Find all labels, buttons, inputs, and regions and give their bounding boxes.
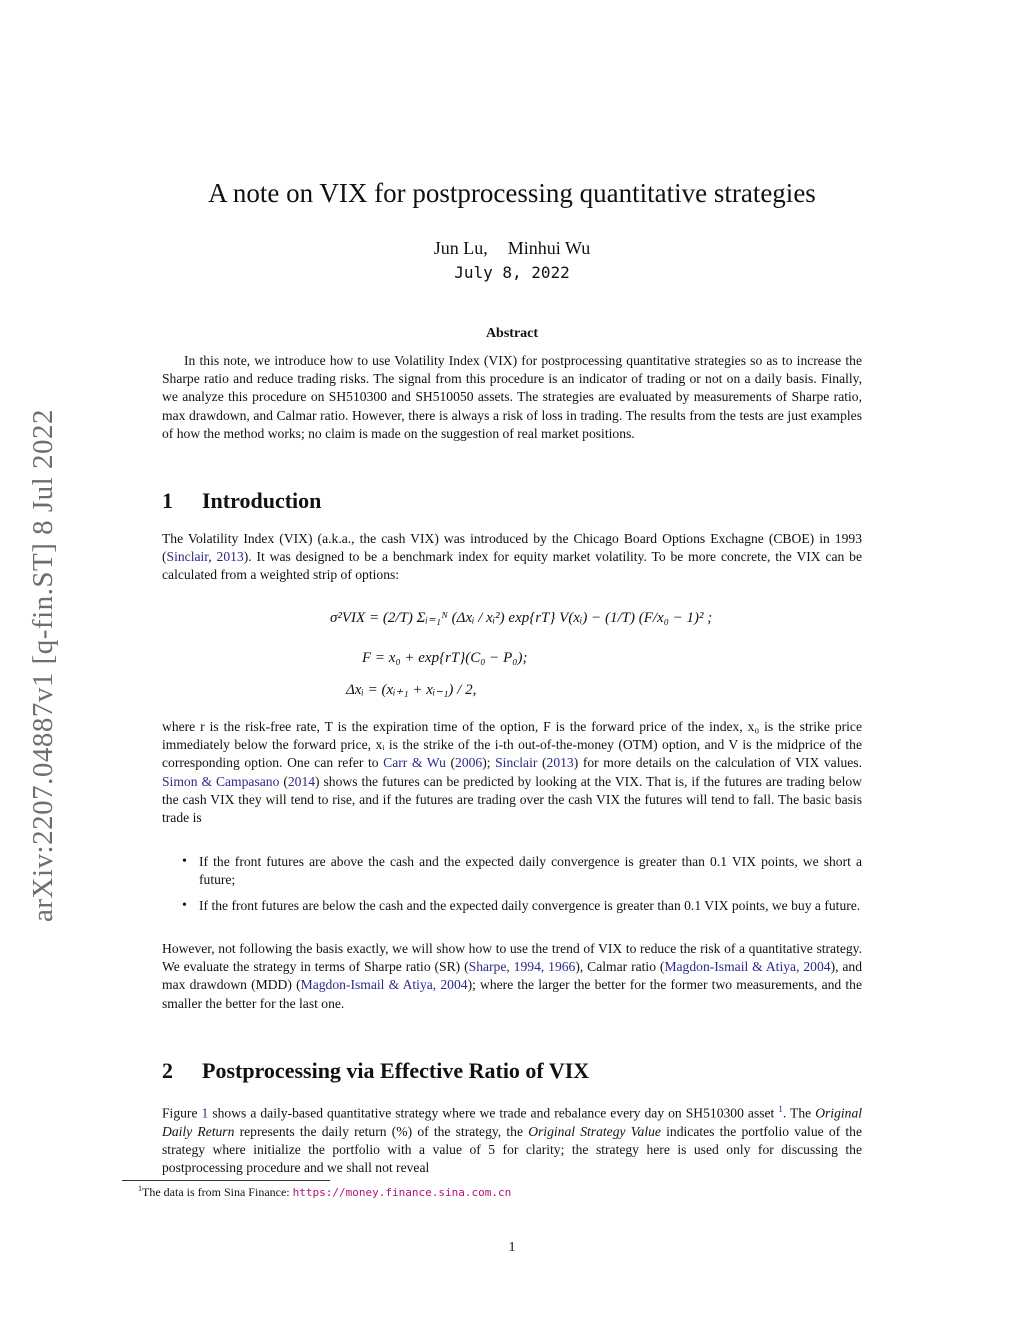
text-run: . The (782, 1105, 816, 1121)
text-run: for more details on the calculation of VIX values. (578, 755, 862, 771)
section-1-number: 1 (162, 488, 173, 513)
basis-trade-list (162, 853, 862, 924)
footnote-divider (122, 1180, 330, 1181)
text-run: However, not following the basis exactly, we will show how to use the trend of VIX to reduce the risk of a quantitative strategy. We evaluate the strategy in terms of Sharpe ratio (SR) ( (162, 941, 862, 975)
section-1-paragraph-2: where r is the risk-free rate, T is the expiration time of the option, F is the forward price of the index, x₀ is the strike price immediately below the forward price, xᵢ is the strike of the i-th out-of-the-money (OTM) option, and V is the midprice of the corresponding option. One can refer to Carr & Wu (2006); Sinclair (2013) for more details on the calculation of VIX values. Simon & Campasano (2014) shows the futures can be predicted by looking at the VIX. That is, if the futures are trading below the cash VIX they will tend to rise, and if the futures are trading over the cash VIX the futures will tend to fall. The basic basis trade is (162, 719, 862, 826)
section-2-number: 2 (162, 1058, 173, 1083)
citation-link[interactable]: 2013 (546, 755, 574, 771)
emphasis: Original Strategy Value (528, 1123, 661, 1139)
footnote (138, 1184, 511, 1200)
text-run: indicates the portfolio value of the strategy where initialize the portfolio with a value of 5 for clarity; the strategy here is used only for discussing the postprocessing procedure and we shall not reveal (162, 1123, 862, 1176)
vix-formula (330, 600, 730, 710)
footnote-mark: 1 (138, 1184, 142, 1193)
section-1-paragraph-1 (162, 530, 862, 585)
citation-link[interactable]: Sinclair (495, 755, 538, 771)
author-2: Minhui Wu (507, 238, 591, 258)
abstract-heading: Abstract (485, 326, 539, 341)
citation-link[interactable]: Simon & Campasano (162, 773, 280, 789)
text-run: shows a daily-based quantitative strategy where we trade and rebalance every day on SH510300 asset (208, 1105, 779, 1121)
list-item: • If the front futures are above the cash and the expected daily convergence is greater than 0.1 VIX points, we short a future; (162, 853, 862, 889)
section-1-paragraph-3 (162, 940, 862, 1013)
text-run: ), and max drawdown (MDD) ( (162, 959, 863, 993)
figure-link[interactable]: 1 (201, 1105, 209, 1121)
citation-link[interactable]: 2014 (287, 773, 316, 789)
text-run: ), Calmar ratio ( (575, 959, 665, 975)
text-run: The Volatility Index (VIX) (a.k.a., the cash VIX) was introduced by the Chicago Board Options Exchagne (CBOE) in 1993 ( (162, 531, 862, 565)
section-1-title: Introduction (202, 488, 322, 513)
section-2-title: Postprocessing via Effective Ratio of VIX (202, 1058, 590, 1083)
text-run: shows the futures can be predicted by looking at the VIX. That is, if the futures are trading below the cash VIX they will tend to rise, and if the futures are trading over the cash VIX the futures will tend to fall. The basic basis trade is (162, 773, 862, 826)
section-2-heading (162, 1058, 589, 1084)
citation-link[interactable]: Carr & Wu (383, 755, 446, 771)
section-2-paragraph-1 (162, 1100, 862, 1177)
emphasis: Original Daily Return (162, 1105, 863, 1139)
footnote-link[interactable]: 1 (778, 1104, 783, 1114)
text-run: ); where the larger the better for the former two measurements, and the smaller the better for the last one. (162, 977, 862, 1011)
footnote-url-link[interactable]: https://money.finance.sina.com.cn (292, 1186, 512, 1199)
author-1: Jun Lu, (433, 238, 488, 258)
text-run: , (208, 549, 217, 565)
citation-link[interactable]: Sinclair (166, 549, 209, 565)
citation-link[interactable]: Magdon-Ismail & Atiya, 2004 (300, 977, 468, 993)
footnote-text: The data is from Sina Finance: (142, 1185, 293, 1199)
page-number: 1 (508, 1240, 516, 1255)
citation-link[interactable]: Magdon-Ismail & Atiya, 2004 (664, 959, 831, 975)
formula-line-2: F = x₀ + exp{rT}(C₀ − P₀); (362, 650, 528, 666)
paper-date: July 8, 2022 (454, 263, 570, 282)
text-run: represents the daily return (%) of the strategy, the (234, 1123, 529, 1139)
list-item: • If the front futures are below the cash and the expected daily convergence is greater than 0.1 VIX points, we buy a future. (162, 897, 862, 915)
paper-title: A note on VIX for postprocessing quantitative strategies (208, 178, 816, 208)
author-list (0, 238, 1024, 259)
arxiv-stamp (18, 370, 68, 960)
formula-line-3: Δxᵢ = (xᵢ₊₁ + xᵢ₋₁) / 2, (346, 682, 477, 698)
abstract-text: In this note, we introduce how to use Volatility Index (VIX) for postprocessing quantitative strategies so as to increase the Sharpe ratio and reduce trading risks. The signal from this procedure is an indicator of trading or not on a daily basis. Finally, we analyze this procedure on SH510300 and SH510050 assets. The strategies are evaluated by measurements of Sharpe ratio, max drawdown, and Calmar ratio. However, there is always a risk of loss in trading. The results from the tests are just examples of how the method works; no claim is made on the suggestion of real market positions. (162, 353, 862, 441)
citation-link[interactable]: 2013 (216, 549, 244, 565)
text-run: where r is the risk-free rate, T is the expiration time of the option, F is the forward price of the index, x₀ is the strike price immediately below the forward price, xᵢ is the strike of the i-th out-of-the-money (OTM) option, and V is the midprice of the corresponding option. One can refer to (162, 719, 862, 771)
formula-line-1: σ²VIX = (2/T) Σᵢ₌₁ᴺ (Δxᵢ / xᵢ²) exp{rT} V(xᵢ) − (1/T) (F/x₀ − 1)² ; (330, 610, 713, 626)
section-1-heading (162, 488, 321, 514)
citation-link[interactable]: Sharpe, 1994, 1966 (468, 959, 576, 975)
citation-link[interactable]: 2006 (455, 755, 483, 771)
text-run: Figure (162, 1105, 202, 1121)
text-run: ). It was designed to be a benchmark index for equity market volatility. To be more concrete, the VIX can be calculated from a weighted strip of options: (162, 549, 863, 583)
arxiv-stamp-text: arXiv:2207.04887v1 [q-fin.ST] 8 Jul 2022 (26, 408, 59, 922)
